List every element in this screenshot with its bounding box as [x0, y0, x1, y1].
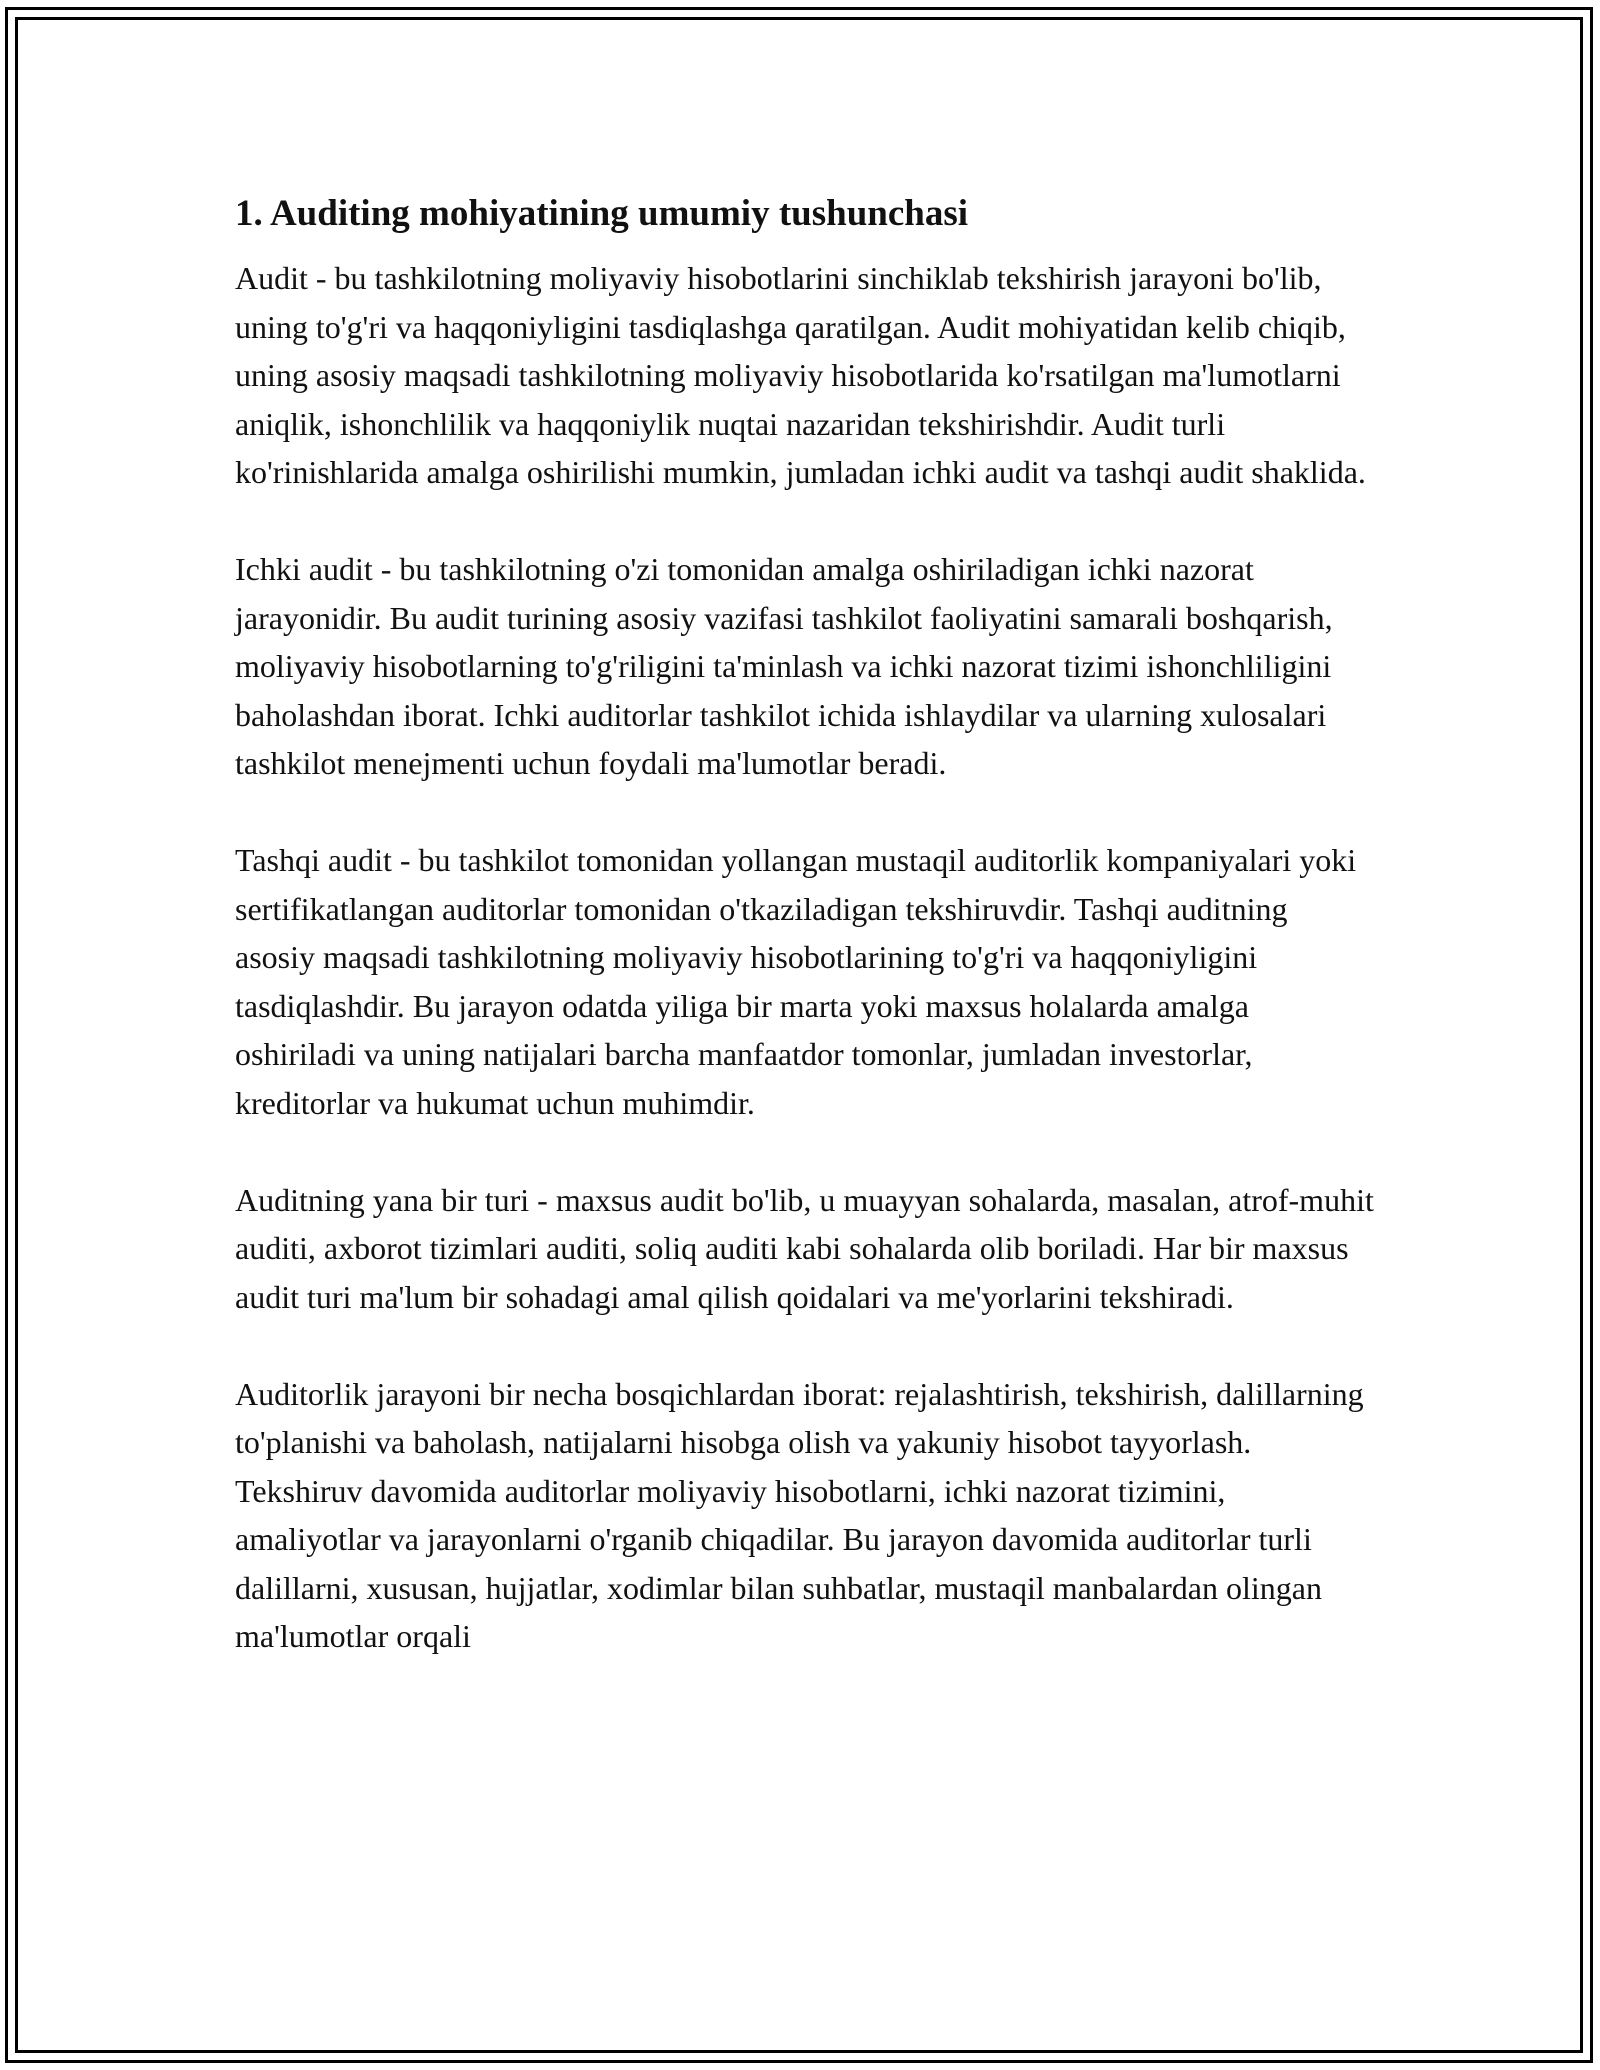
paragraph-external-audit: Tashqi audit - bu tashkilot tomonidan yollangan mustaqil auditorlik kompaniyalari yoki sertifikatlangan auditorlar tomonidan o'tkaziladigan tekshiruvdir. Tashqi auditning asosiy maqsadi tashkilotning moliyaviy hisobotlarining to'g'ri va haqqoniyligini tasdiqlashdir. Bu jarayon odatda yiliga bir marta yoki maxsus holalarda amalga oshiriladi va uning natijalari barcha manfaatdor tomonlar, jumladan investorlar, kreditorlar va hukumat uchun muhimdir.	[235, 842, 1357, 1121]
paragraph-internal-audit: Ichki audit - bu tashkilotning o'zi tomonidan amalga oshiriladigan ichki nazorat jarayonidir. Bu audit turining asosiy vazifasi tashkilot faoliyatini samarali boshqarish, moliyaviy hisobotlarning to'g'riligini ta'minlash va ichki nazorat tizimi ishonchliligini baholashdan iborat. Ichki auditorlar tashkilot ichida ishlaydilar va ularning xulosalari tashkilot menejmenti uchun foydali ma'lumotlar beradi.	[235, 551, 1333, 781]
paragraph-audit-process: Auditorlik jarayoni bir necha bosqichlardan iborat: rejalashtirish, tekshirish, dalillarning to'planishi va baholash, natijalarni hisobga olish va yakuniy hisobot tayyorlash. Tekshiruv davomida auditorlar moliyaviy hisobotlarni, ichki nazorat tizimini, amaliyotlar va jarayonlarni o'rganib chiqadilar. Bu jarayon davomida auditorlar turli dalillarni, xususan, hujjatlar, xodimlar bilan suhbatlar, mustaqil manbalardan olingan ma'lumotlar orqali	[235, 1375, 1364, 1654]
document-body	[235, 186, 1375, 1709]
paragraph-audit-definition: Audit - bu tashkilotning moliyaviy hisobotlarini sinchiklab tekshirish jarayoni bo'lib, uning to'g'ri va haqqoniyligini tasdiqlashga qaratilgan. Audit mohiyatidan kelib chiqib, uning asosiy maqsadi tashkilotning moliyaviy hisobotlarida ko'rsatilgan ma'lumotlarni aniqlik, ishonchlilik va haqqoniylik nuqtai nazaridan tekshirishdir. Audit turli ko'rinishlarida amalga oshirilishi mumkin, jumladan ichki audit va tashqi audit shaklida.	[235, 260, 1366, 490]
paragraph-special-audit: Auditning yana bir turi - maxsus audit bo'lib, u muayyan sohalarda, masalan, atrof-muhit auditi, axborot tizimlari auditi, soliq auditi kabi sohalarda olib boriladi. Har bir maxsus audit turi ma'lum bir sohadagi amal qilish qoidalari va me'yorlarini tekshiradi.	[235, 1181, 1374, 1315]
section-heading: 1. Auditing mohiyatining umumiy tushunchasi	[235, 193, 969, 234]
